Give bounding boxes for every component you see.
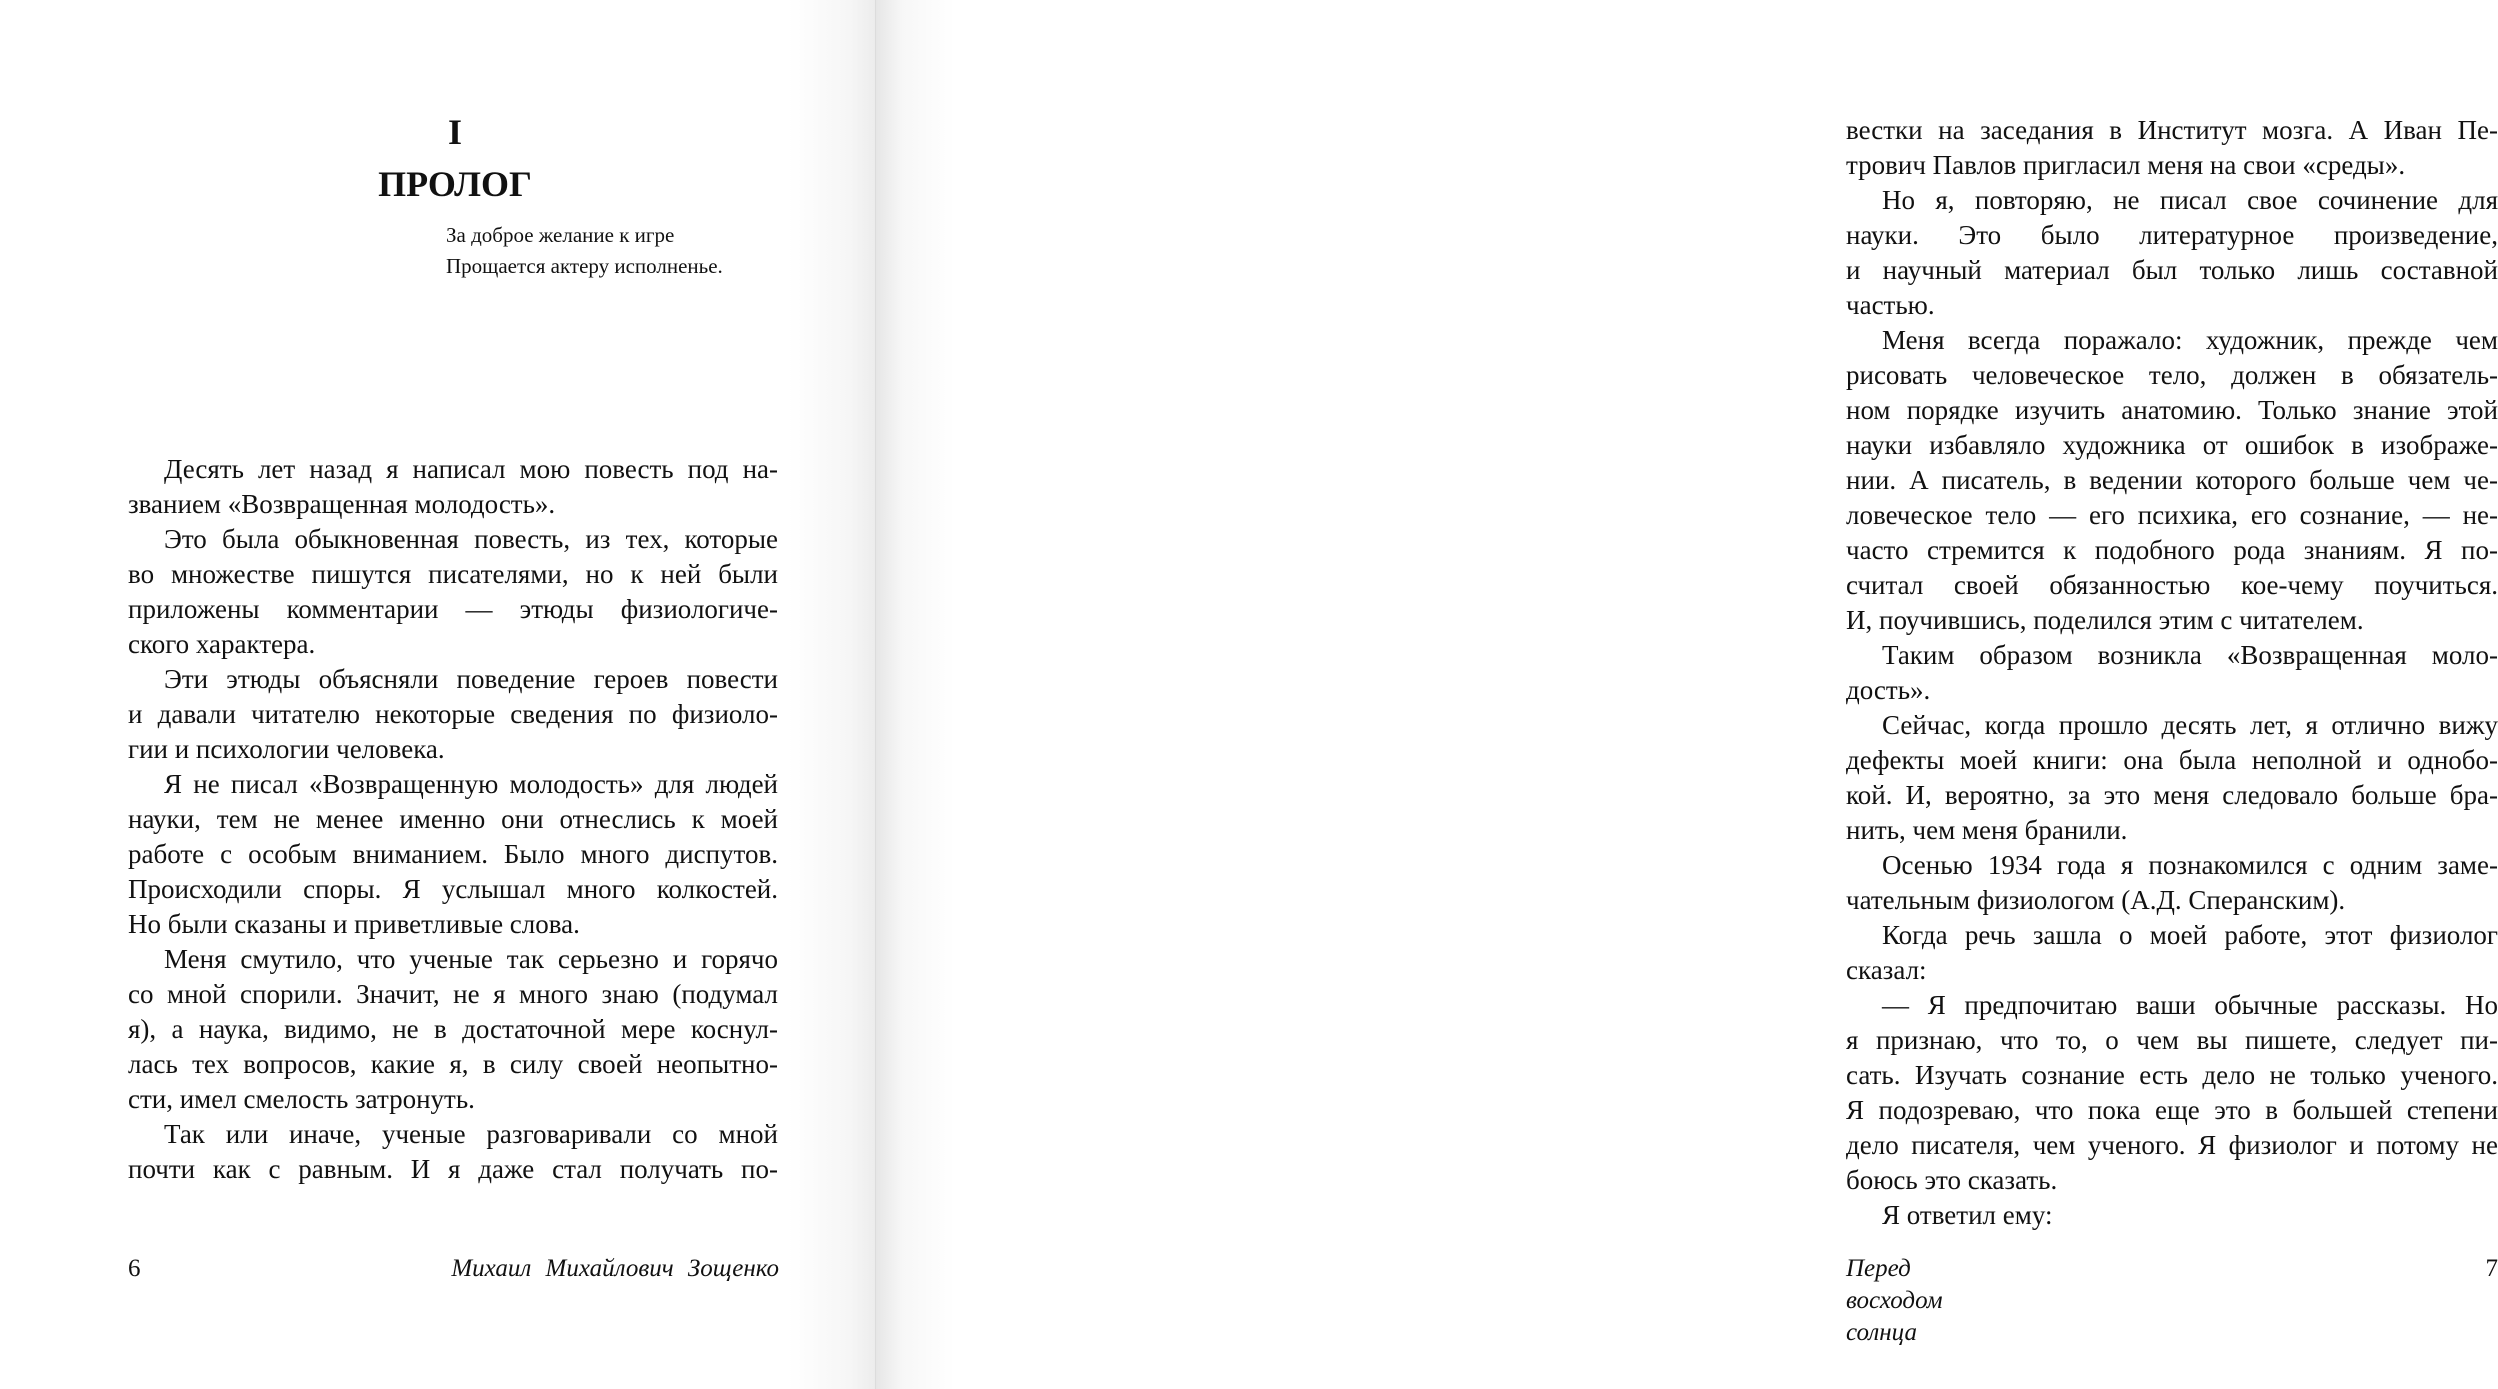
- text-line: вестки на заседания в Институт мозга. А Иван Пе-: [1846, 115, 2498, 145]
- text-line: ном порядке изучить анатомию. Только знание этой: [1846, 395, 2498, 425]
- text-line: Но были сказаны и приветливые слова.: [128, 909, 580, 939]
- paragraph: [1846, 183, 2498, 323]
- text-line: ского характера.: [128, 629, 316, 659]
- text-line: Осенью 1934 года я познакомился с одним заме-: [1882, 850, 2498, 880]
- chapter-title: ПРОЛОГ: [378, 164, 532, 204]
- left-page: [0, 0, 876, 1389]
- text-line: И, поучившись, поделился этим с читателем.: [1846, 605, 2364, 635]
- text-line: гии и психологии человека.: [128, 734, 445, 764]
- epigraph-line: Прощается актеру исполненье.: [446, 254, 723, 278]
- paragraph: [1846, 918, 2498, 988]
- page-number-right: 7: [2485, 1255, 2498, 1282]
- text-line: кой. И, вероятно, за это меня следовало больше бра-: [1846, 780, 2498, 810]
- text-line: во множестве пишутся писателями, но к ней были: [128, 559, 778, 589]
- text-line: и давали читателю некоторые сведения по физиоло-: [128, 699, 778, 729]
- paragraph: [128, 1117, 778, 1187]
- chapter-number: I: [447, 112, 462, 152]
- text-line: лась тех вопросов, какие я, в силу своей неопытно-: [128, 1049, 778, 1079]
- text-line: нии. А писатель, в ведении которого больше чем че-: [1846, 465, 2498, 495]
- paragraph: [128, 767, 778, 942]
- text-line: Так или иначе, ученые разговаривали со мной: [164, 1119, 778, 1149]
- text-line: дефекты моей книги: она была неполной и однобо-: [1846, 745, 2498, 775]
- left-body-text: [128, 452, 778, 1187]
- text-line: Но я, повторяю, не писал свое сочинение для: [1882, 185, 2498, 215]
- epigraph: [446, 220, 866, 282]
- text-line: дость».: [1846, 675, 1931, 705]
- text-line: часто стремится к подобного рода знаниям. Я по-: [1846, 535, 2498, 565]
- text-line: Сейчас, когда прошло десять лет, я отлично вижу: [1882, 710, 2498, 740]
- text-line: Я не писал «Возвращенную молодость» для людей: [164, 769, 778, 799]
- text-line: боюсь это сказать.: [1846, 1165, 2058, 1195]
- text-line: Десять лет назад я написал мою повесть под на-: [164, 454, 778, 484]
- text-line: Эти этюды объясняли поведение героев повести: [164, 664, 778, 694]
- text-line: — Я предпочитаю ваши обычные рассказы. Но: [1882, 990, 2498, 1020]
- text-line: Меня всегда поражало: художник, прежде чем: [1882, 325, 2498, 355]
- text-line: считал своей обязанностью кое-чему поучиться.: [1846, 570, 2498, 600]
- text-line: науки. Это было литературное произведение,: [1846, 220, 2498, 250]
- epigraph-line: За доброе желание к игре: [446, 223, 675, 247]
- text-line: дело писателя, чем ученого. Я физиолог и потому не: [1846, 1130, 2498, 1160]
- paragraph: [128, 452, 778, 522]
- text-line: и научный материал был только лишь составной: [1846, 255, 2498, 285]
- paragraph: [128, 662, 778, 767]
- text-line: трович Павлов пригласил меня на свои «среды».: [1846, 150, 2406, 180]
- text-line: почти как с равным. И я даже стал получать по-: [128, 1154, 778, 1184]
- running-footer-author: Михаил Михайлович Зощенко: [451, 1255, 779, 1282]
- text-line: Таким образом возникла «Возвращенная моло-: [1882, 640, 2498, 670]
- paragraph: [128, 942, 778, 1117]
- text-line: приложены комментарии — этюды физиологиче-: [128, 594, 778, 624]
- text-line: Меня смутило, что ученые так серьезно и горячо: [164, 944, 778, 974]
- text-line: нить, чем меня бранили.: [1846, 815, 2128, 845]
- paragraph: [128, 522, 778, 662]
- paragraph: [1846, 113, 2498, 183]
- right-page: [876, 0, 2498, 1389]
- text-line: работе с особым вниманием. Было много диспутов.: [128, 839, 778, 869]
- text-line: Я подозреваю, что пока еще это в большей степени: [1846, 1095, 2498, 1125]
- text-line: званием «Возвращенная молодость».: [128, 489, 556, 519]
- paragraph: [1846, 988, 2498, 1198]
- text-line: ловеческое тело — его психика, его сознание, — не-: [1846, 500, 2498, 530]
- page-number-left: 6: [128, 1255, 141, 1282]
- running-footer-title: Перед восходом солнца: [1846, 1255, 1943, 1346]
- text-line: науки, тем не менее именно они отнеслись к моей: [128, 804, 778, 834]
- paragraph: [1846, 848, 2498, 918]
- text-line: сать. Изучать сознание есть дело не только ученого.: [1846, 1060, 2498, 1090]
- text-line: частью.: [1846, 290, 1935, 320]
- paragraph: [1846, 708, 2498, 848]
- right-body-text: [1846, 113, 2498, 1233]
- text-line: науки избавляло художника от ошибок в изображе-: [1846, 430, 2498, 460]
- text-line: Когда речь зашла о моей работе, этот физиолог: [1882, 920, 2498, 950]
- text-line: рисовать человеческое тело, должен в обязатель-: [1846, 360, 2498, 390]
- text-line: Я ответил ему:: [1882, 1200, 2053, 1230]
- paragraph: [1846, 1198, 2498, 1233]
- text-line: я), а наука, видимо, не в достаточной мере коснул-: [128, 1014, 778, 1044]
- text-line: Это была обыкновенная повесть, из тех, которые: [164, 524, 778, 554]
- text-line: Происходили споры. Я услышал много колкостей.: [128, 874, 778, 904]
- text-line: сти, имел смелость затронуть.: [128, 1084, 475, 1114]
- text-line: чательным физиологом (А.Д. Сперанским).: [1846, 885, 2346, 915]
- paragraph: [1846, 638, 2498, 708]
- text-line: сказал:: [1846, 955, 1927, 985]
- text-line: я признаю, что то, о чем вы пишете, следует пи-: [1846, 1025, 2498, 1055]
- text-line: со мной спорили. Значит, не я много знаю (подумал: [128, 979, 778, 1009]
- paragraph: [1846, 323, 2498, 638]
